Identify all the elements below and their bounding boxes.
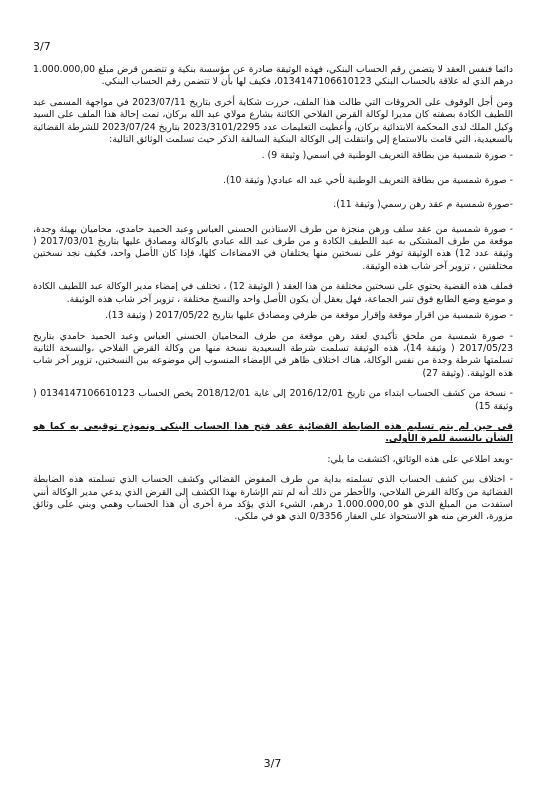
highlighted-statement: في حين لم يتم تسليم هذه الضابطة القضائية عقد فتح هذا الحساب البنكي ونموذج توقيعي به كما هو الشأن بالنسبة للمرة الأولى. bbox=[33, 420, 513, 445]
bullet-document-10: - صورة شمسية من بطاقة التعريف الوطنية لأخي عبد اله عبادي( وثيقة 10). bbox=[223, 174, 513, 186]
paragraph-findings-intro: -وبعد اطلاعي على هذه الوثائق، اكتشفت ما يلي: bbox=[327, 453, 513, 465]
document-body bbox=[33, 64, 513, 532]
paragraph-account-number: دائما فنفس العقد لا يتضمن رقم الحساب البنكي، فهذه الوثيقة صادرة عن مؤسسة بنكية و تتضمن قرض مبلغ 1.000.000,00 درهم الذي له علاقة بالحساب البنكي 013414710661012‪3‬، فكيف لها بأن لا تتضمن رقم الحساب البنكي. bbox=[33, 64, 513, 88]
paragraph-two-copies: فملف هذه القضية يحتوي على نسختين مختلفة من هذا العقد ( الوثيقة 12) ، تختلف في إمضاء مدير الوكالة عبد اللطيف الكادة و موضع وضع الطابع فوق تنبر الجماعة، فهل يعقل أن يكون الأصل واحد والنسخ مختلفة ، تزوير آخر شاب هذه الوثيقة. bbox=[33, 281, 513, 305]
page-number-top: 3/7 bbox=[33, 40, 51, 53]
page-number-bottom: 3/7 bbox=[263, 757, 282, 770]
bullet-document-15: - نسخة من كشف الحساب ابتداء من تاريخ 2016/12/01 إلى غاية 2018/12/01 يخص الحساب 0134147106610123 ( وثيقة 15) bbox=[33, 388, 513, 412]
paragraph-findings: - اختلاف بين كشف الحساب الذي تسلمته بداية من طرف المفوض القضائي وكشف الحساب الذي تسلمته هذه الضابطة القضائية من وكالة القرض الفلاحي، والأخطر من ذلك أنه لم تتم الإشارة بهذا الكشف إلى القرض الذي يدعي مدير الوكالة أنني استفدت من المبلغ الذي هو 1.000.000,00 درهم، الشيء الذي يؤكد مرة أخرى أن هذا الحساب وهمي وبني على وثائق مزورة، الغرض منه هو الاستحواذ على العقار 0/3356 الذي هو في ملكي. bbox=[33, 474, 514, 523]
bullet-document-11: -صورة شمسية م عقد رهن رسمي( وثيقة 11). bbox=[333, 199, 513, 211]
bullet-document-13: - صورة شمسية من اقرار موقعة وإقرار موقعة من طرفي ومصادق عليها بتاريخ 2017/05/22 ( وثيقة 13). bbox=[105, 310, 513, 322]
paragraph-complaint: ومن أجل الوقوف على الخروقات التي طالت هذا الملف، حررت شكاية أخرى بتاريخ 2023/07/11 في مواجهة المسمى عبد اللطيف الكادة بصفته كان مديرا لوكالة القرض الفلاحي الكائنة بشارع مولاي عبد الله بركان، تمت إحالة هذا الملف على السيد وكيل الملك لدى المحكمة الابتدائية بركان، وأعطيت التعليمات عدد 2023/3101/2295 بتاريخ 2023/07/24 للشرطة القضائية بالسعيدية، التي قامت بالاستماع إلي وانتقلت إلى الوكالة البنكية السالفة الذكر حيث تسلمت الوثائق التالية: bbox=[33, 96, 513, 146]
bullet-document-14: - صورة شمسية من ملحق تأكيدي لعقد رهن موقعة من طرف المحاميان الحسني العباس وعبد الحميد حامدي بتاريخ 2017/05/23 ( وثيقة 14)، هذه الوثيقة تسلمت شرطة السعيدية نسخة منها من وكالة القرض الفلاحي ،والنسخة الثانية تسلمتها شرطة وجدة من نفس الوكالة، هناك اختلاف ظاهر في الإمضاء المنسوب إلي موضوعه بين النسختين، تزوير آخر شاب هذه الوثيقة. (وثيقة 27) bbox=[33, 330, 513, 379]
bullet-document-9: - صورة شمسية من بطاقة التعريف الوطنية في اسمي( وثيقة 9) . bbox=[261, 150, 513, 162]
bullet-document-12: - صورة شمسية من عقد سلف ورهن منجزة من طرف الاستاذين الحسني العباس وعبد الحميد حامدي، محاميان بهيئة وجدة، موقعة من طرف المشتكى به عبد اللطيف الكادة و من طرف عبد الله عبادي بالوكالة ومصادق عليها بتاريخ 2017/03/01 ( وثيقة عدد 12) هذه الوثيقة توفر على نسختين منها يختلفان في الامضاءات كلها، فإذا كان الأصل واحد، فكيف نجد نسختين مختلفتين ، تزوير آخر شاب هذه الوثيقة. bbox=[33, 223, 513, 272]
